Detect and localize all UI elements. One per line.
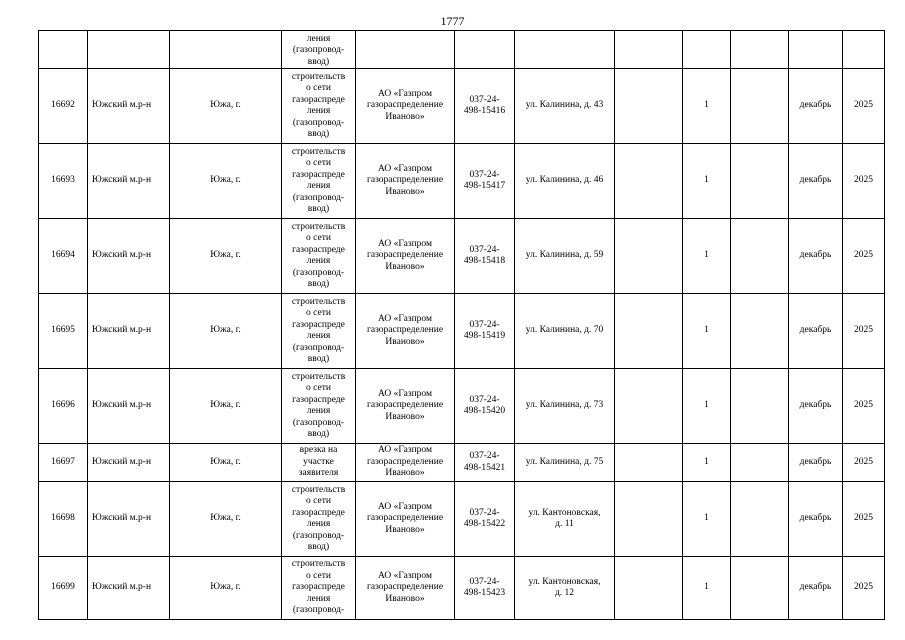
district-cell: Южский м.р-н	[88, 144, 170, 219]
empty-cell	[731, 482, 789, 557]
town-cell: Южа, г.	[170, 369, 282, 444]
work-type-line: врезка на	[299, 445, 338, 456]
work-type-line: строительств	[291, 296, 346, 307]
code-line: 037-24-	[469, 394, 500, 405]
code-line: 037-24-	[469, 319, 500, 330]
town-cell: Южа, г.	[170, 444, 282, 482]
work-type-line: ления	[306, 256, 331, 266]
year-cell: 2025	[843, 369, 885, 444]
empty-cell	[731, 369, 789, 444]
table-row	[39, 219, 885, 294]
table-row	[39, 557, 885, 620]
address-line: ул. Калинина, д. 75	[525, 456, 604, 467]
quantity-cell: 1	[683, 557, 731, 620]
work-type-line: ления	[306, 181, 331, 191]
month-cell: декабрь	[789, 294, 843, 369]
code-line: 498-15423	[463, 588, 506, 598]
organization-line: Иваново»	[385, 411, 425, 422]
work-type-line: (газопровод-	[292, 192, 345, 203]
work-type-line: (газопровод-	[292, 45, 345, 55]
code-line: 498-15419	[463, 331, 506, 341]
empty-cell	[615, 369, 683, 444]
address-line: ул. Кантоновская,	[528, 507, 601, 518]
work-type-line: ввод)	[307, 129, 330, 139]
district-cell: Южский м.р-н	[88, 557, 170, 620]
table-row	[39, 69, 885, 144]
work-type-line: ления	[306, 519, 331, 529]
address-line: ул. Калинина, д. 59	[525, 250, 604, 261]
organization-line: газораспределение	[366, 100, 444, 111]
address-cell	[515, 144, 615, 219]
work-type-line: участке	[303, 456, 334, 467]
code-line: 037-24-	[469, 244, 500, 255]
empty-cell	[789, 31, 843, 69]
work-type-line: строительств	[291, 71, 346, 82]
code-line: 498-15418	[463, 256, 506, 266]
organization-line: АО «Газпром	[377, 163, 432, 174]
work-type-line: ввод)	[307, 56, 330, 67]
town-cell: Южа, г.	[170, 482, 282, 557]
work-type-line: заявителя	[298, 468, 339, 479]
organization-line: газораспределение	[366, 400, 444, 411]
town-cell: Южа, г.	[170, 219, 282, 294]
work-type-line: ввод)	[307, 279, 330, 289]
work-type-line: газораспреде	[292, 507, 345, 518]
code-line: 498-15416	[463, 106, 506, 116]
work-type-line: ления	[306, 593, 331, 604]
work-type-line: о сети	[306, 308, 331, 318]
organization-line: Иваново»	[385, 186, 425, 197]
work-type-line: ввод)	[307, 354, 330, 364]
row-number-cell: 16698	[39, 482, 88, 557]
work-type-line: ввод)	[307, 204, 330, 214]
organization-line: газораспределение	[366, 175, 444, 186]
town-cell: Южа, г.	[170, 69, 282, 144]
organization-line: АО «Газпром	[377, 313, 432, 324]
address-line: ул. Калинина, д. 73	[525, 400, 604, 411]
year-cell: 2025	[843, 444, 885, 482]
empty-cell	[356, 31, 455, 69]
work-type-cell	[282, 557, 356, 620]
district-cell: Южский м.р-н	[88, 219, 170, 294]
empty-cell	[615, 69, 683, 144]
year-cell: 2025	[843, 482, 885, 557]
work-type-cell	[282, 31, 356, 69]
month-cell: декабрь	[789, 219, 843, 294]
quantity-cell: 1	[683, 69, 731, 144]
quantity-cell: 1	[683, 219, 731, 294]
empty-cell	[731, 144, 789, 219]
district-cell: Южский м.р-н	[88, 482, 170, 557]
work-type-line: ввод)	[307, 542, 330, 552]
work-type-line: о сети	[306, 570, 331, 581]
month-cell: декабрь	[789, 369, 843, 444]
empty-cell	[731, 69, 789, 144]
table-row-continuation	[39, 31, 885, 69]
row-number-cell: 16699	[39, 557, 88, 620]
empty-cell	[170, 31, 282, 69]
address-cell	[515, 219, 615, 294]
row-number-cell: 16695	[39, 294, 88, 369]
work-type-line: (газопровод-	[292, 417, 345, 428]
work-type-line: о сети	[306, 383, 331, 393]
empty-cell	[515, 31, 615, 69]
empty-cell	[731, 294, 789, 369]
address-cell	[515, 444, 615, 482]
work-type-line: газораспреде	[292, 319, 345, 330]
address-line: ул. Калинина, д. 46	[525, 175, 604, 186]
row-number-cell: 16692	[39, 69, 88, 144]
work-type-line: газораспреде	[292, 582, 345, 593]
code-line: 498-15417	[463, 181, 506, 191]
organization-cell	[356, 69, 455, 144]
code-cell	[455, 482, 515, 557]
work-type-line: строительств	[291, 221, 346, 232]
work-type-line: строительств	[291, 559, 346, 570]
code-cell	[455, 444, 515, 482]
organization-line: АО «Газпром	[377, 388, 432, 399]
address-cell	[515, 294, 615, 369]
work-type-line: о сети	[306, 233, 331, 243]
work-type-line: (газопровод-	[292, 530, 345, 541]
empty-cell	[615, 557, 683, 620]
organization-line: АО «Газпром	[377, 570, 432, 581]
work-type-cell	[282, 444, 356, 482]
month-cell: декабрь	[789, 444, 843, 482]
gas-connection-table	[38, 30, 885, 620]
work-type-cell	[282, 219, 356, 294]
code-cell	[455, 557, 515, 620]
organization-cell	[356, 144, 455, 219]
empty-cell	[88, 31, 170, 69]
work-type-line: газораспреде	[292, 244, 345, 255]
work-type-line: строительств	[291, 146, 346, 157]
empty-cell	[731, 31, 789, 69]
organization-line: Иваново»	[385, 593, 425, 604]
work-type-line: газораспреде	[292, 94, 345, 105]
code-cell	[455, 69, 515, 144]
organization-cell	[356, 219, 455, 294]
year-cell: 2025	[843, 69, 885, 144]
organization-line: АО «Газпром	[377, 501, 432, 512]
code-cell	[455, 219, 515, 294]
table-row	[39, 144, 885, 219]
organization-line: АО «Газпром	[377, 88, 432, 99]
address-line: ул. Кантоновская,	[528, 576, 601, 587]
empty-cell	[615, 294, 683, 369]
table-row	[39, 444, 885, 482]
work-type-line: ления	[306, 406, 331, 416]
table-row	[39, 482, 885, 557]
empty-cell	[615, 31, 683, 69]
work-type-line: строительств	[291, 371, 346, 382]
organization-line: газораспределение	[366, 325, 444, 336]
organization-cell	[356, 369, 455, 444]
address-cell	[515, 369, 615, 444]
work-type-cell	[282, 369, 356, 444]
address-line: ул. Калинина, д. 43	[525, 100, 604, 111]
organization-line: АО «Газпром	[377, 445, 432, 456]
organization-line: Иваново»	[385, 468, 425, 479]
organization-line: газораспределение	[366, 513, 444, 524]
organization-line: Иваново»	[385, 261, 425, 272]
table-row	[39, 294, 885, 369]
address-line: ул. Калинина, д. 70	[525, 325, 604, 336]
work-type-line: (газопровод-	[292, 342, 345, 353]
code-line: 498-15422	[463, 519, 506, 529]
empty-cell	[39, 31, 88, 69]
code-line: 037-24-	[469, 576, 500, 587]
town-cell: Южа, г.	[170, 294, 282, 369]
row-number-cell: 16693	[39, 144, 88, 219]
work-type-line: газораспреде	[292, 169, 345, 180]
work-type-line: о сети	[306, 83, 331, 93]
code-line: 498-15420	[463, 406, 506, 416]
work-type-cell	[282, 69, 356, 144]
work-type-line: о сети	[306, 158, 331, 168]
code-line: 037-24-	[469, 169, 500, 180]
organization-line: Иваново»	[385, 111, 425, 122]
empty-cell	[731, 219, 789, 294]
work-type-line: о сети	[306, 496, 331, 506]
work-type-cell	[282, 144, 356, 219]
work-type-line: (газопровод-	[292, 117, 345, 128]
page-number: 1777	[440, 14, 465, 28]
organization-line: газораспределение	[366, 250, 444, 261]
address-line: д. 12	[554, 588, 575, 598]
row-number-cell: 16694	[39, 219, 88, 294]
work-type-line: газораспреде	[292, 394, 345, 405]
work-type-line: строительств	[291, 484, 346, 495]
code-line: 037-24-	[469, 94, 500, 105]
year-cell: 2025	[843, 557, 885, 620]
row-number-cell: 16697	[39, 444, 88, 482]
organization-line: Иваново»	[385, 524, 425, 535]
year-cell: 2025	[843, 219, 885, 294]
code-line: 037-24-	[469, 507, 500, 518]
table-row	[39, 369, 885, 444]
organization-cell	[356, 444, 455, 482]
work-type-line: ввод)	[307, 429, 330, 439]
work-type-line: (газопровод-	[292, 605, 345, 616]
year-cell: 2025	[843, 294, 885, 369]
month-cell: декабрь	[789, 144, 843, 219]
empty-cell	[683, 31, 731, 69]
empty-cell	[615, 144, 683, 219]
empty-cell	[455, 31, 515, 69]
month-cell: декабрь	[789, 557, 843, 620]
district-cell: Южский м.р-н	[88, 369, 170, 444]
organization-line: газораспределение	[366, 582, 444, 593]
empty-cell	[615, 482, 683, 557]
empty-cell	[731, 557, 789, 620]
code-cell	[455, 369, 515, 444]
town-cell: Южа, г.	[170, 557, 282, 620]
code-line: 037-24-	[469, 451, 500, 461]
empty-cell	[731, 444, 789, 482]
row-number-cell: 16696	[39, 369, 88, 444]
quantity-cell: 1	[683, 482, 731, 557]
work-type-cell	[282, 482, 356, 557]
organization-cell	[356, 482, 455, 557]
work-type-cell	[282, 294, 356, 369]
quantity-cell: 1	[683, 144, 731, 219]
year-cell: 2025	[843, 144, 885, 219]
code-cell	[455, 144, 515, 219]
organization-line: Иваново»	[385, 336, 425, 347]
quantity-cell: 1	[683, 294, 731, 369]
address-cell	[515, 557, 615, 620]
organization-line: АО «Газпром	[377, 238, 432, 249]
code-cell	[455, 294, 515, 369]
code-line: 498-15421	[463, 462, 506, 473]
address-cell	[515, 482, 615, 557]
organization-line: газораспределение	[366, 456, 444, 467]
empty-cell	[615, 219, 683, 294]
district-cell: Южский м.р-н	[88, 294, 170, 369]
address-cell	[515, 69, 615, 144]
quantity-cell: 1	[683, 444, 731, 482]
month-cell: декабрь	[789, 482, 843, 557]
town-cell: Южа, г.	[170, 144, 282, 219]
work-type-line: ления	[306, 106, 331, 116]
organization-cell	[356, 294, 455, 369]
address-line: д. 11	[555, 519, 574, 529]
district-cell: Южский м.р-н	[88, 69, 170, 144]
district-cell: Южский м.р-н	[88, 444, 170, 482]
work-type-line: ления	[306, 331, 331, 341]
empty-cell	[615, 444, 683, 482]
work-type-line: ления	[306, 33, 331, 44]
month-cell: декабрь	[789, 69, 843, 144]
quantity-cell: 1	[683, 369, 731, 444]
work-type-line: (газопровод-	[292, 267, 345, 278]
organization-cell	[356, 557, 455, 620]
empty-cell	[843, 31, 885, 69]
